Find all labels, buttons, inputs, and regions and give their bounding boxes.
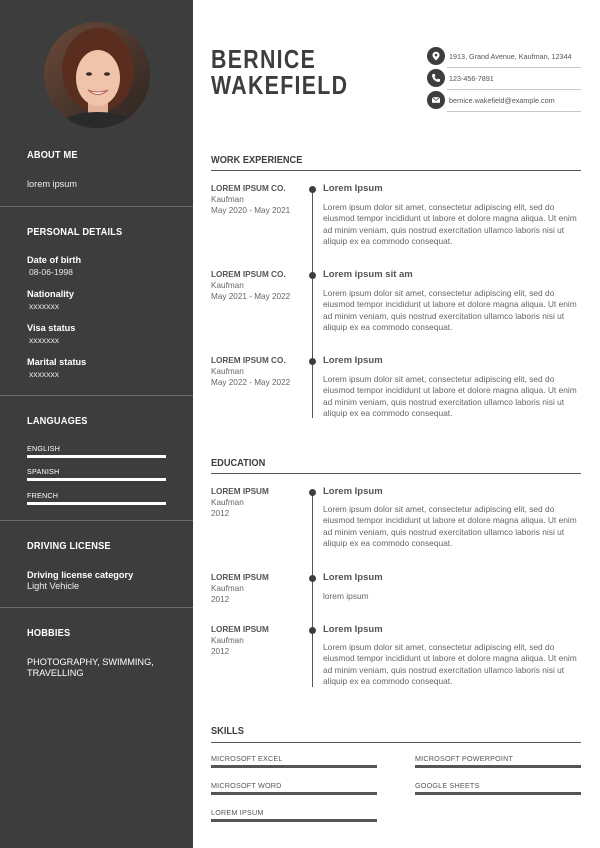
visa-status-label: Visa status bbox=[27, 323, 76, 333]
entry-description: Lorem ipsum dolor sit amet, consectetur adipiscing elit, sed do eiusmod tempor incididunt ut labore et dolore magna aliqua. Ut enim ad minim veniam, quis nostrud exercitation ullamco laboris nisi ut aliquip ex ea commodo consequat. bbox=[323, 374, 577, 418]
languages-heading: LANGUAGES bbox=[27, 415, 88, 427]
education-heading: EDUCATION bbox=[211, 457, 266, 469]
skill-google-sheets: GOOGLE SHEETS bbox=[415, 781, 480, 790]
entry-organization: LOREM IPSUM bbox=[211, 573, 269, 582]
personal-details-heading: PERSONAL DETAILS bbox=[27, 226, 123, 238]
timeline-dot bbox=[309, 186, 316, 193]
entry-location: Kaufman bbox=[211, 584, 244, 593]
marital-status-value: xxxxxxx bbox=[29, 369, 60, 379]
entry-title: Lorem ipsum sit am bbox=[323, 269, 413, 280]
section-rule bbox=[211, 473, 581, 474]
address-text: 1913, Grand Avenue, Kaufman, 12344 bbox=[449, 51, 572, 61]
nationality-label: Nationality bbox=[27, 289, 74, 299]
entry-title: Lorem Ipsum bbox=[323, 486, 383, 497]
hobbies-line-1: PHOTOGRAPHY, SWIMMING, bbox=[27, 657, 154, 667]
entry-description: Lorem ipsum dolor sit amet, consectetur adipiscing elit, sed do eiusmod tempor incididunt ut labore et dolore magna aliqua. Ut enim ad minim veniam, quis nostrud exercitation ullamco laboris nisi ut aliquip ex ea commodo consequat. bbox=[323, 642, 577, 686]
entry-description: Lorem ipsum dolor sit amet, consectetur adipiscing elit, sed do eiusmod tempor incididunt ut labore et dolore magna aliqua. Ut enim ad minim veniam, quis nostrud exercitation ullamco laboris nisi ut aliquip ex ea commodo consequat. bbox=[323, 288, 577, 332]
phone-text: 123-456-7891 bbox=[449, 73, 494, 83]
phone-icon bbox=[427, 69, 445, 87]
driving-license-value: Light Vehicle bbox=[27, 581, 80, 591]
skill-bar bbox=[211, 819, 377, 822]
timeline-dot bbox=[309, 627, 316, 634]
entry-description: lorem ipsum bbox=[323, 591, 369, 601]
skill-microsoft-excel: MICROSOFT EXCEL bbox=[211, 754, 283, 763]
dob-value: 08-06-1998 bbox=[29, 267, 73, 277]
timeline-dot bbox=[309, 358, 316, 365]
education-timeline bbox=[312, 490, 313, 687]
entry-dates: 2012 bbox=[211, 647, 230, 656]
language-spanish: SPANISH bbox=[27, 467, 60, 476]
entry-dates: 2012 bbox=[211, 509, 230, 518]
section-rule bbox=[211, 742, 581, 743]
skills-heading: SKILLS bbox=[211, 725, 244, 737]
entry-description: Lorem ipsum dolor sit amet, consectetur adipiscing elit, sed do eiusmod tempor incididunt ut labore et dolore magna aliqua. Ut enim ad minim veniam, quis nostrud exercitation ullamco laboris nisi ut aliquip ex ea commodo consequat. bbox=[323, 202, 577, 246]
language-spanish-bar bbox=[27, 478, 166, 481]
contact-phone bbox=[427, 69, 494, 87]
skill-bar bbox=[211, 792, 377, 795]
entry-location: Kaufman bbox=[211, 636, 244, 645]
skill-microsoft-powerpoint: MICROSOFT POWERPOINT bbox=[415, 754, 514, 763]
entry-description: Lorem ipsum dolor sit amet, consectetur adipiscing elit, sed do eiusmod tempor incididunt ut labore et dolore magna aliqua. Ut enim ad minim veniam, quis nostrud exercitation ullamco laboris nisi ut aliquip ex ea commodo consequat. bbox=[323, 504, 577, 548]
about-heading: ABOUT ME bbox=[27, 149, 78, 161]
language-english-bar bbox=[27, 455, 166, 458]
visa-status-value: xxxxxxx bbox=[29, 335, 60, 345]
divider bbox=[447, 67, 581, 68]
about-text: lorem ipsum bbox=[27, 179, 78, 189]
work-experience-heading: WORK EXPERIENCE bbox=[211, 154, 303, 166]
hobbies-line-2: TRAVELLING bbox=[27, 668, 84, 678]
entry-title: Lorem Ipsum bbox=[323, 355, 383, 366]
entry-organization: LOREM IPSUM CO. bbox=[211, 356, 286, 365]
entry-title: Lorem Ipsum bbox=[323, 183, 383, 194]
entry-dates: May 2022 - May 2022 bbox=[211, 378, 291, 387]
skill-microsoft-word: MICROSOFT WORD bbox=[211, 781, 282, 790]
language-french: FRENCH bbox=[27, 491, 59, 500]
entry-organization: LOREM IPSUM bbox=[211, 625, 269, 634]
section-rule bbox=[211, 170, 581, 171]
timeline-dot bbox=[309, 489, 316, 496]
contact-address bbox=[427, 47, 572, 65]
skill-bar bbox=[211, 765, 377, 768]
timeline-dot bbox=[309, 272, 316, 279]
skill-bar bbox=[415, 792, 581, 795]
divider bbox=[0, 206, 193, 207]
nationality-value: xxxxxxx bbox=[29, 301, 60, 311]
entry-title: Lorem Ipsum bbox=[323, 572, 383, 583]
driving-license-label: Driving license category bbox=[27, 570, 134, 580]
entry-organization: LOREM IPSUM CO. bbox=[211, 184, 286, 193]
divider bbox=[0, 520, 193, 521]
work-timeline bbox=[312, 188, 313, 418]
candidate-name bbox=[211, 46, 348, 98]
entry-dates: 2012 bbox=[211, 595, 230, 604]
marital-status-label: Marital status bbox=[27, 357, 87, 367]
entry-organization: LOREM IPSUM bbox=[211, 487, 269, 496]
entry-dates: May 2021 - May 2022 bbox=[211, 292, 291, 301]
email-text: bernice.wakefield@example.com bbox=[449, 95, 555, 105]
driving-license-heading: DRIVING LICENSE bbox=[27, 540, 111, 552]
entry-title: Lorem Ipsum bbox=[323, 624, 383, 635]
sidebar bbox=[0, 0, 193, 848]
skill-bar bbox=[415, 765, 581, 768]
entry-location: Kaufman bbox=[211, 367, 244, 376]
first-name: BERNICE bbox=[211, 44, 317, 74]
location-pin-icon bbox=[427, 47, 445, 65]
envelope-icon bbox=[427, 91, 445, 109]
hobbies-heading: HOBBIES bbox=[27, 627, 71, 639]
language-french-bar bbox=[27, 502, 166, 505]
entry-location: Kaufman bbox=[211, 195, 244, 204]
timeline-dot bbox=[309, 575, 316, 582]
skill-lorem-ipsum: LOREM IPSUM bbox=[211, 808, 264, 817]
divider bbox=[447, 111, 581, 112]
contact-email bbox=[427, 91, 555, 109]
divider bbox=[447, 89, 581, 90]
entry-dates: May 2020 - May 2021 bbox=[211, 206, 291, 215]
profile-photo bbox=[44, 22, 150, 128]
entry-organization: LOREM IPSUM CO. bbox=[211, 270, 286, 279]
dob-label: Date of birth bbox=[27, 255, 82, 265]
entry-location: Kaufman bbox=[211, 498, 244, 507]
language-english: ENGLISH bbox=[27, 444, 60, 453]
last-name: WAKEFIELD bbox=[211, 70, 349, 100]
divider bbox=[0, 395, 193, 396]
divider bbox=[0, 607, 193, 608]
entry-location: Kaufman bbox=[211, 281, 244, 290]
